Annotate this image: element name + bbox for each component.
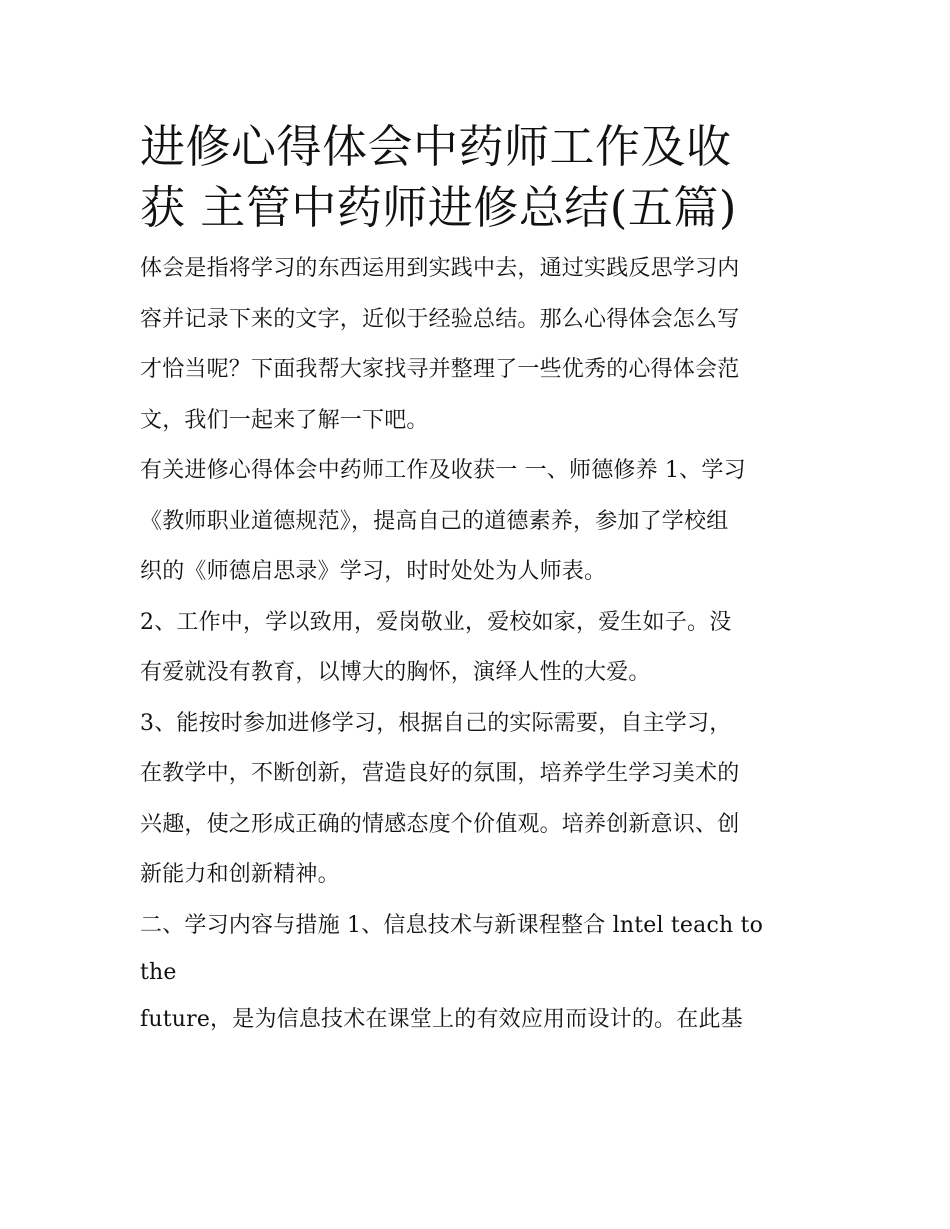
text-line: 二、学习内容与措施 1、信息技术与新课程整合 lntel teach to: [140, 912, 764, 938]
text-line: 体会是指将学习的东西运用到实践中去，通过实践反思学习内: [140, 256, 740, 281]
text-line: the: [140, 960, 177, 985]
text-line: 2、工作中，学以致用，爱岗敬业，爱校如家，爱生如子。没: [140, 609, 732, 635]
text-line: 《教师职业道德规范》，提高自己的道德素养，参加了学校组: [140, 508, 729, 534]
text-line: 有关进修心得体会中药师工作及收获一 一、师德修养 1、学习: [140, 458, 746, 483]
title-line: 进修心得体会中药师工作及收: [140, 120, 732, 173]
document-content: [140, 116, 812, 1046]
paragraph-future: [140, 995, 812, 1046]
paragraph-work: [140, 598, 812, 699]
document-title: [140, 116, 812, 238]
text-line: 3、能按时参加进修学习，根据自己的实际需要，自主学习，: [140, 710, 732, 736]
paragraph-content-measures: [140, 901, 812, 996]
text-line: 兴趣，使之形成正确的情感态度个价值观。培养创新意识、创: [140, 811, 740, 837]
text-line: 文，我们一起来了解一下吧。: [140, 407, 429, 433]
text-line: 容并记录下来的文字，近似于经验总结。那么心得体会怎么写: [140, 306, 740, 332]
text-line: future，是为信息技术在课堂上的有效应用而设计的。在此基: [140, 1007, 743, 1032]
text-line: 新能力和创新精神。: [140, 862, 340, 887]
text-line: 织的《师德启思录》学习，时时处处为人师表。: [140, 559, 607, 584]
paragraph-ethics: [140, 446, 812, 598]
title-line: 获 主管中药师进修总结(五篇): [140, 181, 737, 234]
text-line: 在教学中，不断创新，营造良好的氛围，培养学生学习美术的: [140, 761, 740, 786]
document-body: [140, 244, 812, 1046]
text-line: 才恰当呢？下面我帮大家找寻并整理了一些优秀的心得体会范: [140, 357, 740, 382]
paragraph-intro: [140, 244, 812, 446]
text-line: 有爱就没有教育，以博大的胸怀，演绎人性的大爱。: [140, 660, 651, 685]
paragraph-study: [140, 699, 812, 901]
